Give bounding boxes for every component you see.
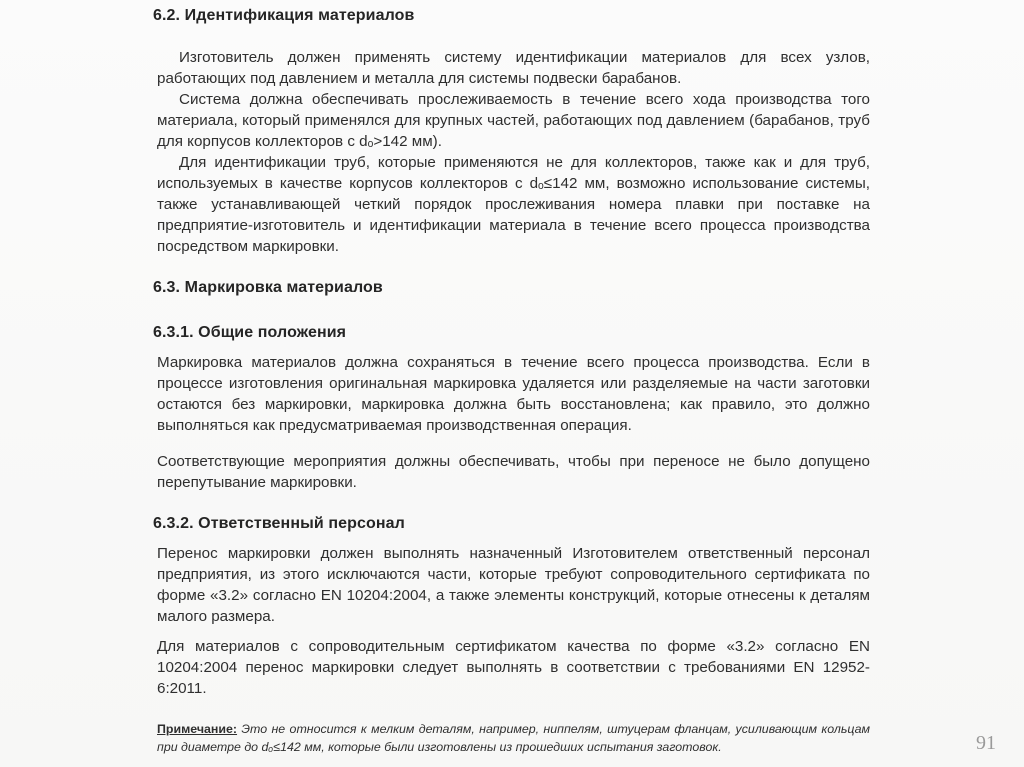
heading-6-3: 6.3. Маркировка материалов (153, 279, 383, 296)
heading-6-2: 6.2. Идентификация материалов (153, 7, 415, 24)
heading-6-3-2: 6.3.2. Ответственный персонал (153, 515, 405, 532)
paragraph-6-2-1: Изготовитель должен применять систему идентификации материалов для всех узлов, работающих под давлением и металла для системы подвески барабанов. (157, 49, 870, 87)
paragraph-6-3-2-1: Перенос маркировки должен выполнять назначенный Изготовителем ответственный персонал предприятия, из этого исключаются части, которые требуют сопроводительного сертификата по форме «3.2» согласно EN 10204:2004, а также элементы конструкций, которые отнесены к деталям малого размера. (157, 545, 870, 625)
paragraph-6-2-3: Для идентификации труб, которые применяются не для коллекторов, также как и для труб, используемых в качестве корпусов коллекторов с dₒ≤142 мм, возможно использование системы, также устанавливающей четкий порядок прослеживания номера плавки при поставке на предприятие-изготовитель и идентификации материала в течение всего процесса производства посредством маркировки. (157, 154, 870, 255)
footnote (157, 720, 870, 756)
paragraph-6-2-2: Система должна обеспечивать прослеживаемость в течение всего хода производства того материала, который применялся для крупных частей, работающих под давлением (барабанов, труб для корпусов коллекторов с dₒ>142 мм). (157, 91, 870, 150)
note-text: Это не относится к мелким деталям, например, ниппелям, штуцерам фланцам, усиливающим кольцам при диаметре до dₒ≤142 мм, которые были изготовлены из прошедших испытания заготовок. (157, 722, 870, 754)
paragraph-6-3-2-2: Для материалов с сопроводительным сертификатом качества по форме «3.2» согласно EN 10204:2004 перенос маркировки следует выполнять в соответствии с требованиями EN 12952-6:2011. (157, 638, 870, 697)
paragraph-6-3-1-2: Соответствующие мероприятия должны обеспечивать, чтобы при переносе не было допущено перепутывание маркировки. (157, 453, 870, 491)
heading-6-3-1: 6.3.1. Общие положения (153, 324, 347, 341)
paragraph-6-3-1-1: Маркировка материалов должна сохраняться в течение всего процесса производства. Если в процессе изготовления оригинальная маркировка удаляется или разделяемые на части заготовки остаются без маркировки, маркировка должна быть восстановлена; как правило, это должно выполняться как предусматриваемая производственная операция. (157, 354, 870, 434)
page-number: 91 (976, 732, 996, 754)
note-label: Примечание: (157, 722, 238, 736)
